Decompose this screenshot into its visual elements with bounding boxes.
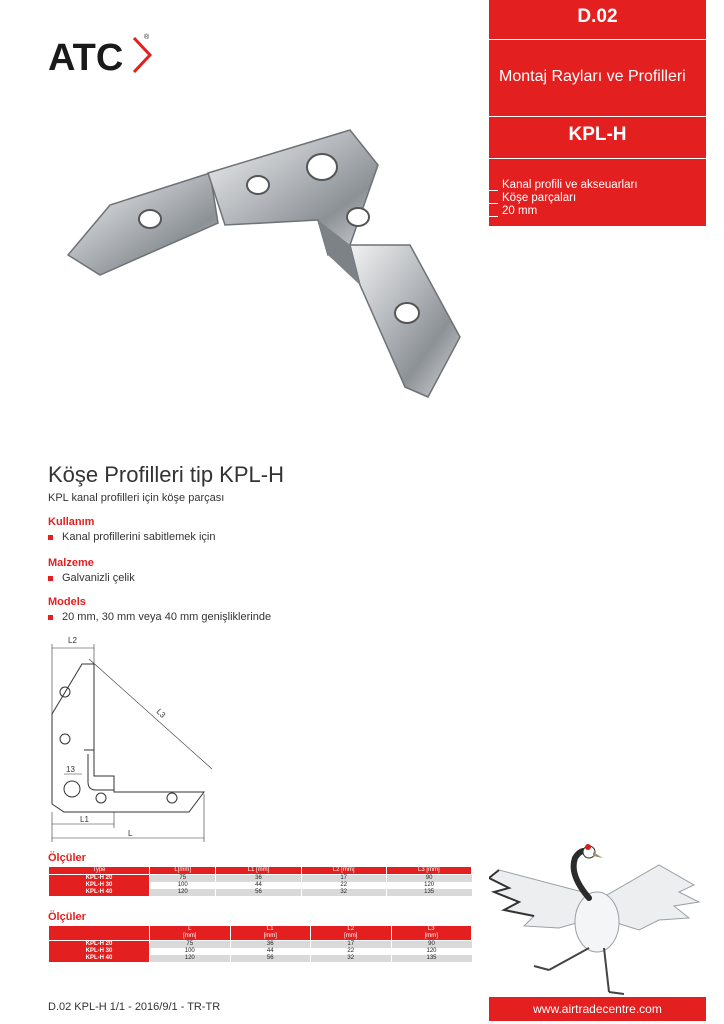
crane-bird-illustration: [489, 840, 706, 995]
col-header: L3 [mm]: [386, 867, 471, 875]
category-panel: [489, 0, 706, 226]
col-header: L3 [mm]: [391, 926, 472, 941]
footer-document-info: D.02 KPL-H 1/1 - 2016/9/1 - TR-TR: [48, 1001, 221, 1013]
table-row: KPL-H 40 120 56 32 135: [49, 889, 472, 896]
product-image: [60, 125, 480, 405]
usage-item: Kanal profillerini sabitlemek için: [48, 531, 215, 543]
col-header: L2 [mm]: [301, 867, 386, 875]
dim-label-l: L: [128, 829, 133, 838]
tag-item: Köşe parçaları: [489, 192, 638, 205]
col-header: L1 [mm]: [216, 867, 301, 875]
panel-divider: [489, 39, 706, 40]
logo-text: ATC: [48, 37, 124, 79]
dim-label-l3: L3: [154, 707, 168, 720]
category-title: Montaj Rayları ve Profilleri: [499, 68, 686, 85]
col-header: L[mm]: [150, 867, 216, 875]
table-row: KPL-H 20 75 36 17 90: [49, 875, 472, 883]
tag-list: [489, 179, 638, 218]
col-header: Type: [49, 867, 150, 875]
col-header: L [mm]: [150, 926, 231, 941]
dimensions-heading-2: Ölçüler: [48, 911, 86, 923]
material-heading: Malzeme: [48, 557, 94, 569]
col-header-empty: [49, 926, 150, 941]
page-title: Köşe Profilleri tip KPL-H: [48, 462, 284, 487]
panel-divider: [489, 116, 706, 117]
panel-divider: [489, 158, 706, 159]
dim-label-l1: L1: [80, 815, 89, 824]
product-code: KPL-H: [568, 124, 627, 145]
dim-label-l2: L2: [68, 636, 77, 645]
registered-mark: ®: [144, 34, 150, 41]
material-item: Galvanizli çelik: [48, 572, 135, 584]
col-header: L2 [mm]: [311, 926, 392, 941]
tag-item: 20 mm: [489, 205, 638, 218]
atc-logo: [46, 30, 156, 80]
table-row: KPL-H 40 120 56 32 135: [49, 955, 472, 962]
dim-label-13: 13: [66, 765, 75, 774]
website-link[interactable]: www.airtradecentre.com: [489, 997, 706, 1021]
logo-chevron: [134, 38, 150, 72]
table-row: KPL-H 20 75 36 17 90: [49, 941, 472, 949]
usage-heading: Kullanım: [48, 516, 95, 528]
models-item: 20 mm, 30 mm veya 40 mm genişliklerinde: [48, 611, 271, 623]
dimensions-table-1: [48, 866, 472, 896]
dimensions-table-2: [48, 925, 472, 962]
section-code: D.02: [577, 6, 618, 27]
models-heading: Models: [48, 596, 86, 608]
col-header: L1 [mm]: [230, 926, 311, 941]
page-subtitle: KPL kanal profilleri için köşe parçası: [48, 492, 225, 504]
dimensions-heading-1: Ölçüler: [48, 852, 86, 864]
table-row: KPL-H 30 100 44 22 120: [49, 948, 472, 955]
table-row: KPL-H 30 100 44 22 120: [49, 882, 472, 889]
tag-item: Kanal profili ve akseuarları: [489, 179, 638, 192]
technical-drawing: [44, 634, 224, 844]
